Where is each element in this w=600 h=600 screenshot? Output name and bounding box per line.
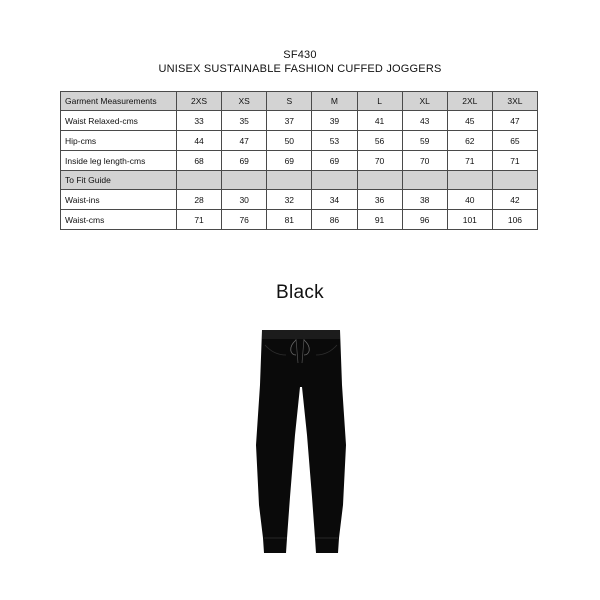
- table-row: [61, 210, 538, 230]
- table-cell: 53: [312, 131, 357, 151]
- table-row: [61, 111, 538, 131]
- table-cell: 69: [312, 151, 357, 171]
- row-label: Hip-cms: [61, 131, 177, 151]
- table-cell: 35: [222, 111, 267, 131]
- table-cell: 43: [402, 111, 447, 131]
- chart-header: [0, 48, 600, 76]
- joggers-shape: [256, 330, 346, 553]
- row-label: Waist-cms: [61, 210, 177, 230]
- table-cell: 76: [222, 210, 267, 230]
- table-cell: 30: [222, 190, 267, 210]
- table-cell: 38: [402, 190, 447, 210]
- joggers-image: [252, 325, 350, 561]
- size-header: 2XL: [447, 92, 492, 111]
- fit-guide-header-row: [61, 171, 538, 190]
- table-cell: 71: [447, 151, 492, 171]
- table-row: [61, 190, 538, 210]
- table-row: [61, 151, 538, 171]
- table-cell: 56: [357, 131, 402, 151]
- empty-cell: [177, 171, 222, 190]
- table-cell: 96: [402, 210, 447, 230]
- table-cell: 41: [357, 111, 402, 131]
- empty-cell: [447, 171, 492, 190]
- table-cell: 44: [177, 131, 222, 151]
- table-cell: 81: [267, 210, 312, 230]
- size-header: 3XL: [492, 92, 537, 111]
- size-header: L: [357, 92, 402, 111]
- table-cell: 86: [312, 210, 357, 230]
- empty-cell: [402, 171, 447, 190]
- table-cell: 47: [492, 111, 537, 131]
- table-cell: 71: [177, 210, 222, 230]
- table-cell: 91: [357, 210, 402, 230]
- size-header: 2XS: [177, 92, 222, 111]
- table-cell: 101: [447, 210, 492, 230]
- row-label: Waist Relaxed-cms: [61, 111, 177, 131]
- table-cell: 70: [357, 151, 402, 171]
- size-header: M: [312, 92, 357, 111]
- table-cell: 32: [267, 190, 312, 210]
- table-cell: 69: [222, 151, 267, 171]
- table-cell: 37: [267, 111, 312, 131]
- table-cell: 50: [267, 131, 312, 151]
- size-header-row: [61, 92, 538, 111]
- empty-cell: [222, 171, 267, 190]
- header-label: Garment Measurements: [61, 92, 177, 111]
- table-cell: 33: [177, 111, 222, 131]
- table-cell: 65: [492, 131, 537, 151]
- size-chart-table: [60, 91, 538, 230]
- table-cell: 36: [357, 190, 402, 210]
- product-code: SF430: [283, 49, 317, 61]
- product-title: UNISEX SUSTAINABLE FASHION CUFFED JOGGERS: [158, 63, 442, 75]
- table-cell: 62: [447, 131, 492, 151]
- size-header: S: [267, 92, 312, 111]
- table-cell: 40: [447, 190, 492, 210]
- table-cell: 68: [177, 151, 222, 171]
- empty-cell: [267, 171, 312, 190]
- row-label: Waist-ins: [61, 190, 177, 210]
- table-cell: 59: [402, 131, 447, 151]
- table-cell: 28: [177, 190, 222, 210]
- table-cell: 45: [447, 111, 492, 131]
- table-row: [61, 131, 538, 151]
- table-cell: 34: [312, 190, 357, 210]
- row-label: Inside leg length-cms: [61, 151, 177, 171]
- table-cell: 70: [402, 151, 447, 171]
- table-cell: 42: [492, 190, 537, 210]
- fit-guide-label: To Fit Guide: [61, 171, 177, 190]
- table-cell: 106: [492, 210, 537, 230]
- table-cell: 47: [222, 131, 267, 151]
- size-header: XS: [222, 92, 267, 111]
- table-cell: 39: [312, 111, 357, 131]
- empty-cell: [357, 171, 402, 190]
- empty-cell: [492, 171, 537, 190]
- size-header: XL: [402, 92, 447, 111]
- table-cell: 71: [492, 151, 537, 171]
- table-cell: 69: [267, 151, 312, 171]
- empty-cell: [312, 171, 357, 190]
- color-name: Black: [276, 282, 324, 303]
